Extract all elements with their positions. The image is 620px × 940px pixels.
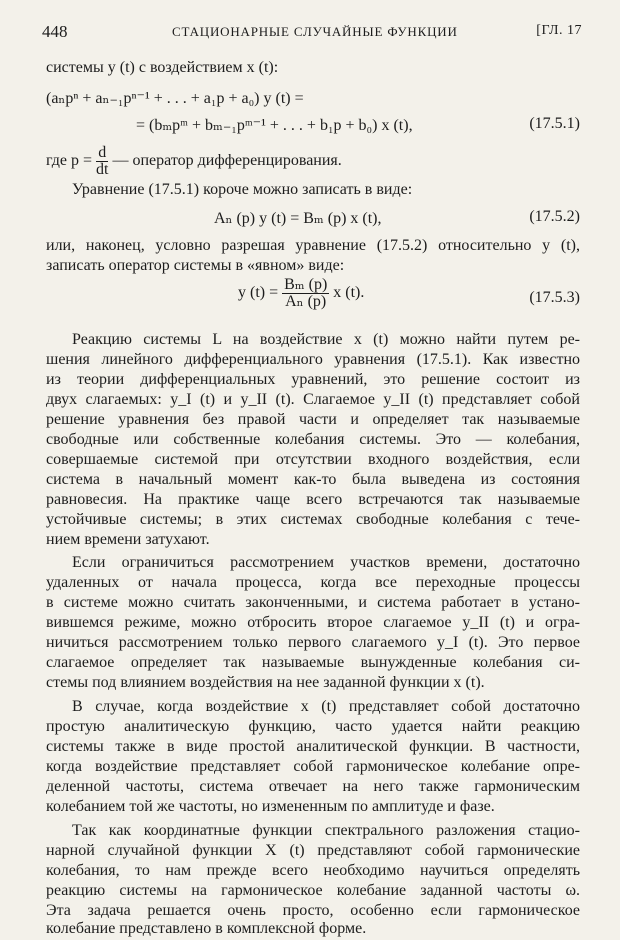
p4-line: колебания, то нам прежде всего необходимо научиться определять xyxy=(46,862,580,879)
p2-line: ничиться рассмотрением только первого слагаемого y_I (t). Это первое xyxy=(46,634,580,651)
equation-17-5-1-line1: (aₙpⁿ + aₙ₋₁pⁿ⁻¹ + . . . + a₁p + a₀) y (t) = xyxy=(46,90,304,107)
equation-17-5-2-number: (17.5.2) xyxy=(529,208,580,225)
p1-line: устойчивые системы; в этих системах свободные колебания с тече- xyxy=(46,511,580,528)
p1-line: из теории дифференциальных уравнений, это решение состоит из xyxy=(46,371,580,388)
p1-line: свободные или собственные колебания системы. Это — колебания, xyxy=(46,431,580,448)
operator-prefix: где p = xyxy=(46,152,93,170)
eq3-frac-den: Aₙ (p) xyxy=(285,293,327,310)
p1-line: нием времени затухают. xyxy=(46,531,210,548)
p4-line: Так как координатные функции спектрального разложения стацио- xyxy=(72,822,580,839)
eq3-rhs: x (t). xyxy=(333,284,365,302)
equation-17-5-1-number: (17.5.1) xyxy=(529,115,580,132)
p4-line: Эта задача решается очень просто, особенно если гармоническое xyxy=(46,902,580,919)
p1-line: двух слагаемых: y_I (t) и y_II (t). Слагаемое y_II (t) представляет собой xyxy=(46,391,580,408)
p3-line: колебанием той же частоты, но измененным по амплитуде и фазе. xyxy=(46,798,495,815)
p1-line: решение уравнения без правой части и определяет так называемые xyxy=(46,411,580,428)
equation-17-5-2: Aₙ (p) y (t) = Bₘ (p) x (t), xyxy=(214,210,382,227)
operator-frac-den: dt xyxy=(96,161,109,178)
explicit-form-line-2: записать оператор системы в «явном» виде: xyxy=(46,257,345,274)
p1-line: шения линейного дифференциального уравнения (17.5.1). Как известно xyxy=(46,351,580,368)
operator-definition xyxy=(46,145,580,178)
p1-line: совершаемые системой при отсутствии входного воздействия, если xyxy=(46,451,580,468)
short-form-intro: Уравнение (17.5.1) короче можно записать в виде: xyxy=(72,181,413,198)
intro-line: системы y (t) с воздействием x (t): xyxy=(46,59,279,76)
p3-line: деленной частоты, система отвечает на него также гармоническим xyxy=(46,778,580,795)
operator-frac-num: d xyxy=(96,145,108,162)
eq3-lhs: y (t) = xyxy=(238,284,279,302)
p4-line: нарной случайной функции X (t) представляют собой гармонические xyxy=(46,842,580,859)
p4-line: реакцию системы на гармоническое колебание заданной частоты ω. xyxy=(46,882,580,899)
equation-17-5-3-number: (17.5.3) xyxy=(529,289,580,306)
explicit-form-line-1: или, наконец, условно разрешая уравнение (17.5.2) относительно y (t), xyxy=(46,237,580,254)
eq3-frac-num: Bₘ (p) xyxy=(284,276,328,293)
operator-suffix: — оператор дифференцирования. xyxy=(112,152,342,170)
equation-17-5-1-line2: = (bₘpᵐ + bₘ₋₁pᵐ⁻¹ + . . . + b₁p + b₀) x (t), xyxy=(136,117,413,134)
p2-line: вившемся режиме, можно отбросить второе слагаемое y_II (t) и огра- xyxy=(46,614,580,631)
p2-line: Если ограничиться рассмотрением участков времени, достаточно xyxy=(72,554,580,571)
page-number: 448 xyxy=(42,22,68,41)
p3-line: В случае, когда воздействие x (t) представляет собой достаточно xyxy=(72,698,580,715)
p3-line: когда воздействие представляет собой гармоническое колебание опре- xyxy=(46,758,580,775)
operator-fraction xyxy=(96,145,108,178)
equation-17-5-3 xyxy=(238,277,364,310)
p2-line: удаленных от начала процесса, когда все переходные процессы xyxy=(46,574,580,591)
p3-line: простую аналитическую функцию, часто удается найти реакцию xyxy=(46,718,580,735)
running-title: СТАЦИОНАРНЫЕ СЛУЧАЙНЫЕ ФУНКЦИИ xyxy=(172,24,458,39)
page-header xyxy=(42,22,582,44)
chapter-label: [ГЛ. 17 xyxy=(536,23,582,38)
p1-line: Реакцию системы L на воздействие x (t) можно найти путем ре- xyxy=(72,331,580,348)
p2-line: стемы под влиянием воздействия на нее заданной функции x (t). xyxy=(46,674,485,691)
p2-line: в системе можно считать законченными, и система работает в устано- xyxy=(46,594,580,611)
p3-line: системы также в виде простой аналитической функции. В частности, xyxy=(46,738,580,755)
p2-line: слагаемое определяет так называемые вынужденные колебания си- xyxy=(46,654,580,671)
p1-line: равновесия. На практике чаще всего встречаются так называемые xyxy=(46,491,580,508)
p4-line: колебание представлено в комплексной форме. xyxy=(46,920,367,937)
p1-line: система в начальный момент как-то была выведена из состояния xyxy=(46,471,580,488)
eq3-fraction xyxy=(282,277,329,310)
